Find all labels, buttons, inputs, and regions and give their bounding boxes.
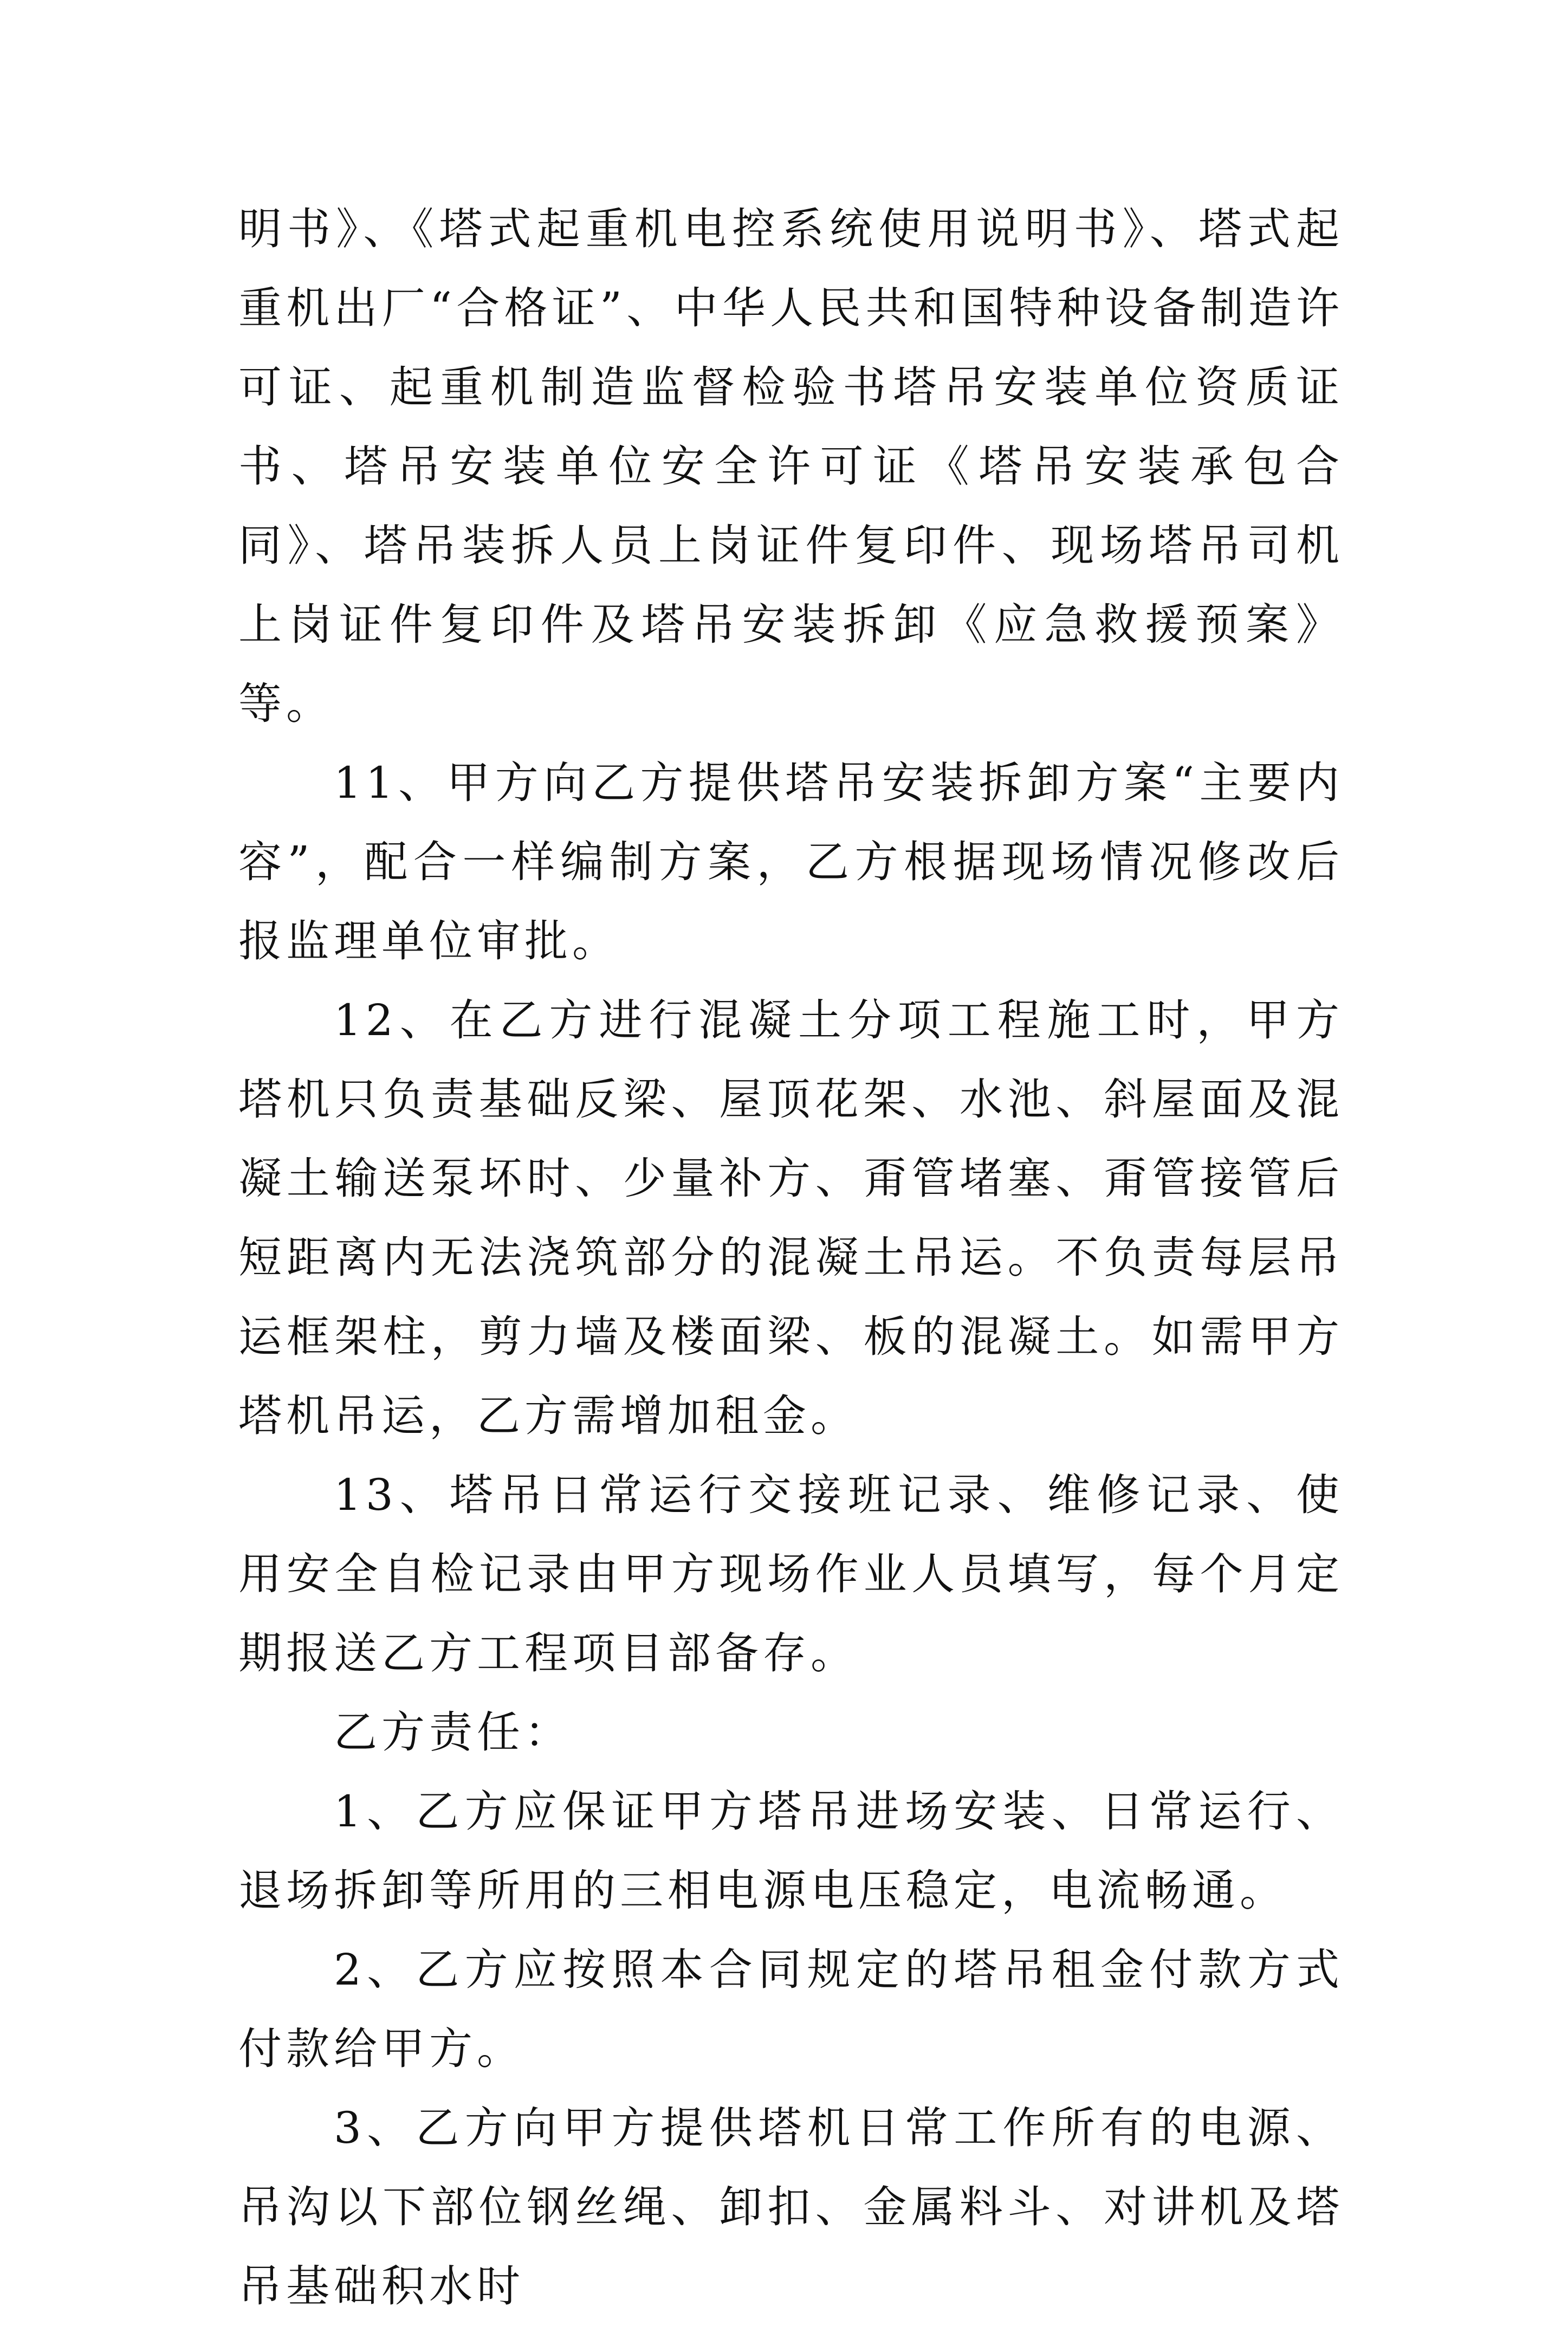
paragraph-item-12: 12、在乙方进行混凝土分项工程施工时，甲方塔机只负责基础反梁、屋顶花架、水池、斜屋面及混凝土输送泵坏时、少量补方、甭管堵塞、甭管接管后短距离内无法浇筑部分的混凝土吊运。不负责每层吊运框架柱，剪力墙及楼面梁、板的混凝土。如需甲方塔机吊运，乙方需增加租金。 bbox=[238, 995, 1344, 1441]
document-body bbox=[238, 190, 1344, 2326]
paragraph-item-13: 13、塔吊日常运行交接班记录、维修记录、使用安全自检记录由甲方现场作业人员填写，每个月定期报送乙方工程项目部备存。 bbox=[238, 1470, 1344, 1678]
paragraph-party-b-item-3: 3、乙方向甲方提供塔机日常工作所有的电源、吊沟以下部位钢丝绳、卸扣、金属料斗、对讲机及塔吊基础积水时 bbox=[238, 2103, 1344, 2311]
paragraph-party-b-item-1: 1、乙方应保证甲方塔吊进场安装、日常运行、退场拆卸等所用的三相电源电压稳定，电流畅通。 bbox=[238, 1786, 1344, 1916]
paragraph-continuation: 明书》、《塔式起重机电控系统使用说明书》、塔式起重机出厂“合格证”、中华人民共和国特种设备制造许可证、起重机制造监督检验书塔吊安装单位资质证书、塔吊安装单位安全许可证《塔吊安装承包合同》、塔吊装拆人员上岗证件复印件、现场塔吊司机上岗证件复印件及塔吊安装拆卸《应急救援预案》等。 bbox=[238, 204, 1344, 729]
paragraph-party-b-item-2: 2、乙方应按照本合同规定的塔吊租金付款方式付款给甲方。 bbox=[238, 1944, 1344, 2074]
section-heading-party-b-responsibility: 乙方责任： bbox=[334, 1707, 572, 1758]
paragraph-item-11: 11、甲方向乙方提供塔吊安装拆卸方案“主要内容”，配合一样编制方案，乙方根据现场情况修改后报监理单位审批。 bbox=[238, 758, 1344, 966]
